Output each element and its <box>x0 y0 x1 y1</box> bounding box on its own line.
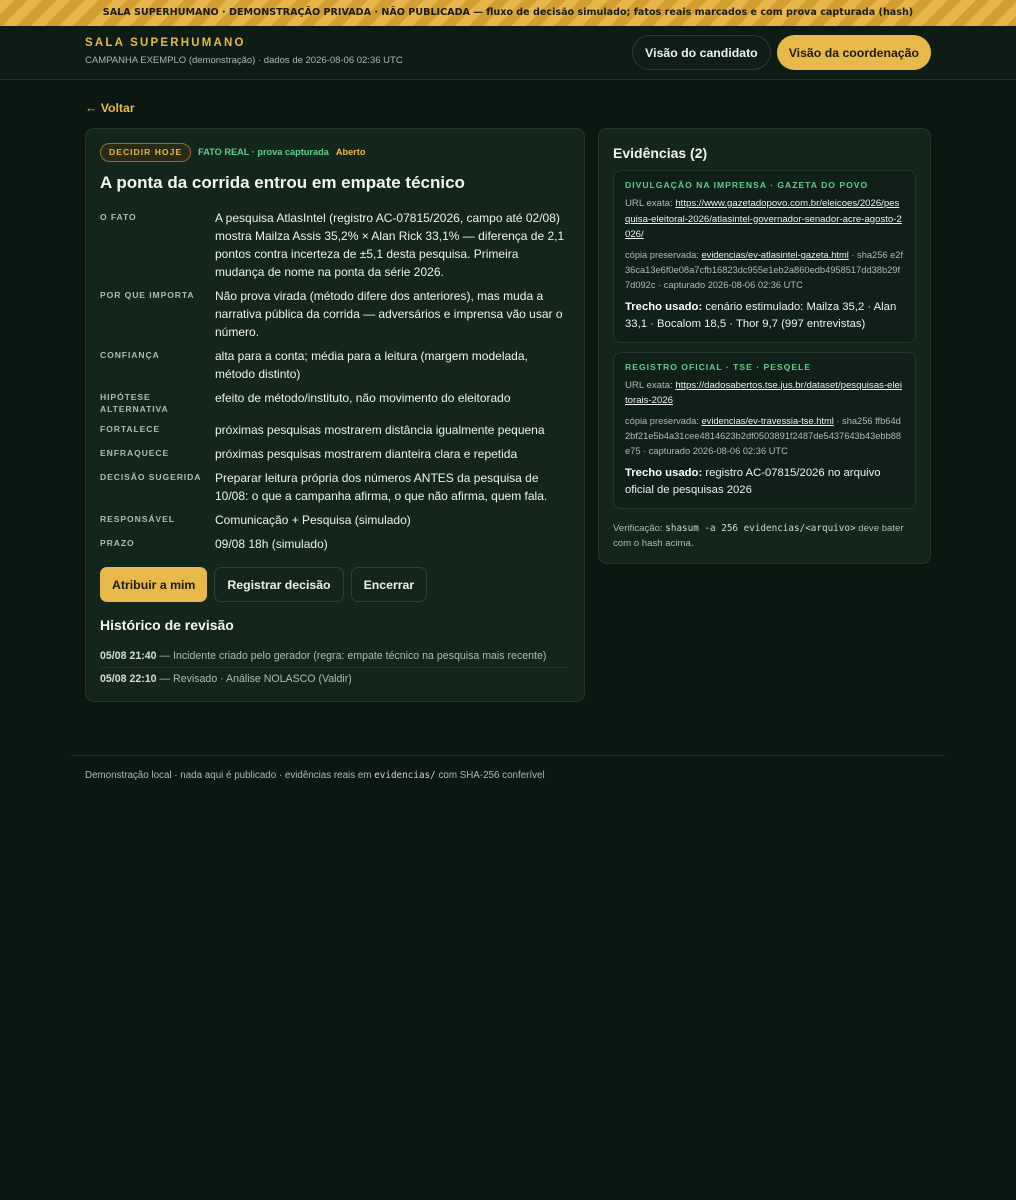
app-header <box>0 26 1016 80</box>
footer-suffix: com SHA-256 conferível <box>435 770 545 781</box>
field-strengthens <box>100 421 570 439</box>
candidate-view-button[interactable]: Visão do candidato <box>632 35 771 70</box>
history-item <box>100 668 570 690</box>
evidence-item <box>613 352 916 509</box>
status-badge: Aberto <box>335 147 366 157</box>
evidence-url <box>625 378 904 409</box>
field-label: O FATO <box>100 212 137 222</box>
evidence-url <box>625 196 904 243</box>
field-value: próximas pesquisas mostrarem dianteira clara e repetida <box>215 447 518 461</box>
evidence-copy-link[interactable]: evidencias/ev-travessia-tse.html <box>701 415 834 426</box>
incident-tags <box>100 142 570 162</box>
demo-banner: SALA SUPERHUMANO · DEMONSTRAÇÃO PRIVADA · NÃO PUBLICADA — fluxo de decisão simulado; fatos reais marcados e com prova capturada (hash) <box>0 0 1016 26</box>
brand <box>85 37 403 66</box>
brand-subtitle: CAMPANHA EXEMPLO (demonstração) · dados de 2026-08-06 02:36 UTC <box>85 55 403 66</box>
field-label: POR QUE IMPORTA <box>100 290 195 300</box>
field-label: DECISÃO SUGERIDA <box>100 472 202 482</box>
evidence-url-link[interactable]: https://dadosabertos.tse.jus.br/dataset/pesquisas-eleitorais-2026 <box>625 379 902 406</box>
evidence-url-link[interactable]: https://www.gazetadopovo.com.br/eleicoes/2026/pesquisa-eleitoral-2026/atlasintel-governador-senador-acre-agosto-2026/ <box>625 198 902 240</box>
field-label: CONFIANÇA <box>100 350 160 360</box>
incident-title: A ponta da corrida entrou em empate técnico <box>100 173 465 192</box>
evidence-excerpt <box>625 465 904 499</box>
field-value: Não prova virada (método difere dos anteriores), mas muda a narrativa pública da corrida — adversários e imprensa vão usar o número. <box>215 289 563 339</box>
history-title: Histórico de revisão <box>100 617 234 633</box>
field-label: FORTALECE <box>100 424 160 434</box>
field-value: efeito de método/instituto, não movimento do eleitorado <box>215 391 511 405</box>
copy-label: cópia preservada: <box>625 249 702 260</box>
field-fact <box>100 209 570 281</box>
evidence-panel <box>598 128 931 564</box>
evidence-excerpt <box>625 299 904 333</box>
history-time: 05/08 22:10 <box>100 673 157 685</box>
field-why-matters <box>100 287 570 341</box>
fact-badge: FATO REAL · prova capturada <box>198 147 329 157</box>
copy-meta: · sha256 ffb64d2bf21e5b4a31cee4814623b2df0503891f2487de5437643b43ebb88e75 · capturado 2026-08-06 02:36 UTC <box>625 415 902 456</box>
field-label: HIPÓTESE ALTERNATIVA <box>100 392 169 414</box>
history-text: — Revisado · Análise NOLASCO (Valdir) <box>156 673 352 685</box>
excerpt-text: cenário estimulado: Mailza 35,2 · Alan 33,1 · Bocalom 18,5 · Thor 9,7 (997 entrevistas) <box>625 300 897 330</box>
footer-prefix: Demonstração local · nada aqui é publicado · evidências reais em <box>85 770 375 781</box>
field-label: PRAZO <box>100 538 135 548</box>
coordination-view-button[interactable]: Visão da coordenação <box>777 35 931 70</box>
evidence-source: REGISTRO OFICIAL · TSE · PESQELE <box>625 361 812 372</box>
field-value: A pesquisa AtlasIntel (registro AC-07815/2026, campo até 02/08) mostra Mailza Assis 35,2% × Alan Rick 33,1% — diferença de 2,1 pontos contra incerteza de ±5,1 desta pesquisa. Primeira mudança de nome na ponta da série 2026. <box>215 211 565 279</box>
field-label: ENFRAQUECE <box>100 448 170 458</box>
footer <box>85 770 545 781</box>
field-confidence <box>100 347 570 383</box>
url-label: URL exata: <box>625 379 676 391</box>
field-value: 09/08 18h (simulado) <box>215 537 328 551</box>
footer-divider <box>71 755 945 756</box>
assign-to-me-button[interactable]: Atribuir a mim <box>100 567 207 602</box>
evidence-item <box>613 170 916 343</box>
evidence-source: DIVULGAÇÃO NA IMPRENSA · GAZETA DO POVO <box>625 180 869 190</box>
incident-card <box>85 128 585 702</box>
evidence-title: Evidências (2) <box>613 145 708 161</box>
back-link[interactable]: ← Voltar <box>85 101 135 115</box>
verify-suffix: deve bater com o hash acima. <box>613 522 904 549</box>
field-value: alta para a conta; média para a leitura (margem modelada, método distinto) <box>215 349 528 381</box>
incident-actions <box>100 567 570 602</box>
evidence-copy <box>625 414 904 459</box>
history-item <box>100 645 570 668</box>
excerpt-text: registro AC-07815/2026 no arquivo oficial de pesquisas 2026 <box>625 466 881 496</box>
view-switcher <box>632 35 931 70</box>
field-suggested-decision <box>100 469 570 505</box>
field-value: Comunicação + Pesquisa (simulado) <box>215 513 411 527</box>
copy-meta: · sha256 e2f36ca13e6f0e08a7cfb16823dc955e1eb2a860edb4958517dd38b29f7d092c · capturado 2026-08-06 02:36 UTC <box>625 249 904 290</box>
excerpt-label: Trecho usado: <box>625 466 703 479</box>
copy-label: cópia preservada: <box>625 415 702 426</box>
field-value: Preparar leitura própria dos números ANTES da pesquisa de 10/08: o que a campanha afirma, o que não afirma, quem fala. <box>215 471 548 503</box>
evidence-copy-link[interactable]: evidencias/ev-atlasintel-gazeta.html <box>701 249 849 260</box>
field-responsible <box>100 511 570 529</box>
footer-code: evidencias/ <box>374 770 436 781</box>
register-decision-button[interactable]: Registrar decisão <box>214 567 343 602</box>
history-text: — Incidente criado pelo gerador (regra: empate técnico na pesquisa mais recente) <box>156 650 547 662</box>
url-label: URL exata: <box>625 198 676 209</box>
history-time: 05/08 21:40 <box>100 650 157 662</box>
field-label: RESPONSÁVEL <box>100 514 175 524</box>
history-list <box>100 645 570 690</box>
incident-fields <box>100 209 570 553</box>
verification-note <box>613 521 916 552</box>
evidence-copy <box>625 248 904 293</box>
field-deadline <box>100 535 570 553</box>
verify-command: shasum -a 256 evidencias/<arquivo> <box>665 522 856 534</box>
verify-prefix: Verificação: <box>613 522 666 534</box>
field-value: próximas pesquisas mostrarem distância igualmente pequena <box>215 423 545 437</box>
excerpt-label: Trecho usado: <box>625 300 703 313</box>
field-alternative-hypothesis <box>100 389 570 415</box>
brand-title: SALA SUPERHUMANO <box>85 37 246 49</box>
field-weakens <box>100 445 570 463</box>
priority-badge: DECIDIR HOJE <box>100 143 191 162</box>
close-incident-button[interactable]: Encerrar <box>351 567 428 602</box>
